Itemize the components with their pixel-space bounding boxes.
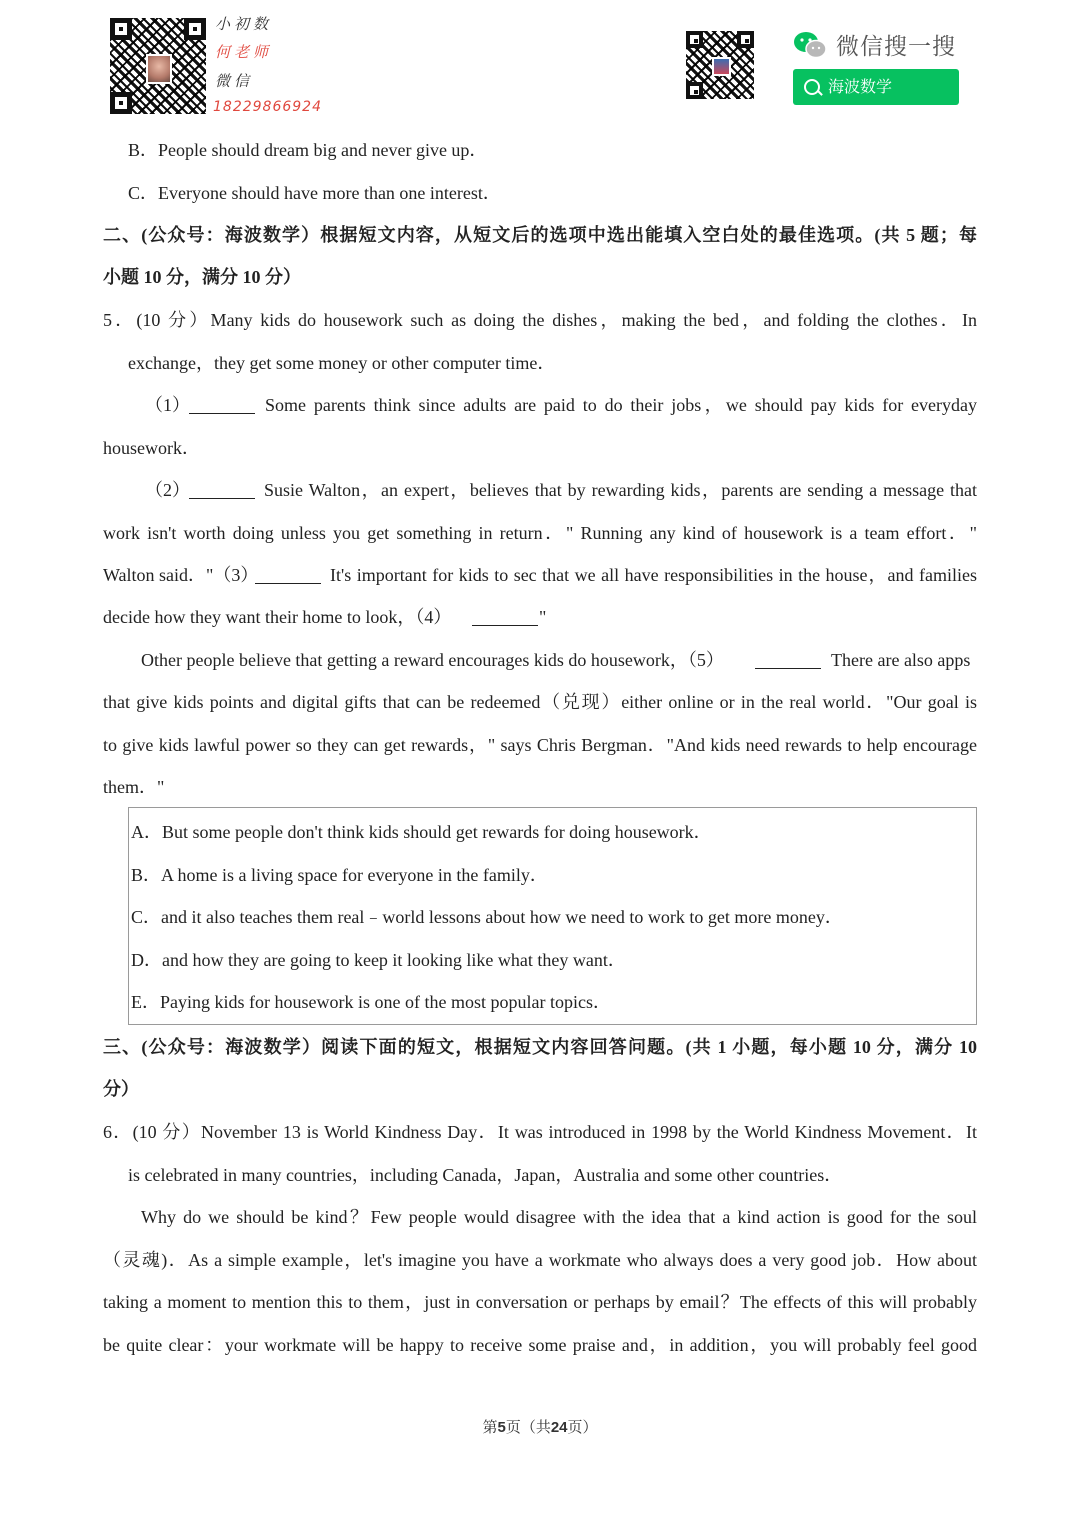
section-2-heading-cont: 小题 10 分，满分 10 分） — [103, 267, 301, 287]
footer-prefix: 第 — [482, 1420, 498, 1436]
wechat-search-label: 海波数学 — [828, 77, 893, 96]
section-3-heading: 三、(公众号：海波数学）阅读下面的短文，根据短文内容回答问题。(共 1 小题，每小题 10 分，满分 10 — [103, 1037, 977, 1057]
option-c-line: C．Everyone should have more than one interest． — [128, 183, 501, 203]
paragraph-2: Susie Walton，an expert，believes that by rewarding kids，parents are sending a message that — [264, 480, 977, 500]
blank-2-label: （2） — [145, 480, 190, 500]
qr-finder — [686, 82, 703, 99]
paragraph-2-line-3: It's important for kids to sec that we all have responsibilities in the house，and families — [330, 565, 977, 585]
handwritten-line-3: 微信 — [215, 72, 254, 90]
search-icon — [804, 79, 820, 95]
paragraph-3-end: There are also apps — [831, 650, 971, 670]
wechat-search-button[interactable] — [793, 69, 959, 105]
handwritten-line-1: 小初数 — [215, 15, 273, 33]
footer-total-pages: 24 — [550, 1419, 568, 1436]
phone-number: 18229866924 — [213, 99, 322, 115]
q6-line-5: taking a moment to mention this to them，just in conversation or perhaps by email？The effects of this will probably — [103, 1292, 977, 1312]
blank-1-label: （1） — [145, 395, 190, 415]
q6-line-4: （灵魂)．As a simple example，let's imagine you have a workmate who always does a very good job．How about — [103, 1250, 977, 1270]
footer-page-number: 5 — [497, 1419, 506, 1436]
blank-5[interactable] — [755, 650, 821, 669]
paragraph-2-line-3-pre: Walton said．"（3） — [103, 565, 259, 585]
q5-intro-cont: exchange，they get some money or other computer time． — [128, 353, 556, 373]
option-c[interactable]: C．and it also teaches them real﹣world lessons about how we need to work to get more money． — [131, 907, 843, 927]
blank-2[interactable] — [189, 480, 255, 499]
option-a[interactable]: A．But some people don't think kids should get rewards for doing housework． — [131, 822, 712, 842]
q6-line-2: is celebrated in many countries，including Canada，Japan，Australia and some other countries． — [128, 1165, 843, 1185]
wechat-icon — [793, 30, 827, 60]
paragraph-3-line-4: them．" — [103, 777, 165, 797]
option-d[interactable]: D．and how they are going to keep it looking like what they want． — [131, 950, 626, 970]
blank-3[interactable] — [255, 565, 321, 584]
section-3-heading-cont: 分） — [103, 1079, 139, 1099]
q6-line-3: Why do we should be kind？Few people would disagree with the idea that a kind action is good for the soul — [141, 1207, 977, 1227]
qr-finder — [184, 18, 206, 40]
option-b[interactable]: B．A home is a living space for everyone in the family． — [131, 865, 548, 885]
q6-line-6: be quite clear：your workmate will be happy to receive some praise and，in addition，you will probably feel good — [103, 1335, 977, 1355]
qr-code-right — [686, 31, 754, 99]
paragraph-3-line-2: that give kids points and digital gifts that can be redeemed（兑现）either online or in the real world．"Our goal is — [103, 692, 977, 712]
q5-intro: 5．(10 分）Many kids do housework such as doing the dishes，making the bed，and folding the clothes．In — [103, 310, 977, 330]
qr-finder — [110, 92, 132, 114]
qr-finder — [110, 18, 132, 40]
blank-4[interactable] — [472, 607, 538, 626]
paragraph-3: Other people believe that getting a reward encourages kids do housework，（5） — [141, 650, 724, 670]
avatar — [146, 54, 172, 84]
option-e[interactable]: E．Paying kids for housework is one of the most popular topics． — [131, 992, 611, 1012]
footer-middle: 页（共 — [505, 1420, 551, 1436]
page-footer — [0, 1416, 1080, 1437]
section-2-heading: 二、(公众号：海波数学）根据短文内容，从短文后的选项中选出能填入空白处的最佳选项。(共 5 题；每 — [103, 225, 977, 245]
paragraph-2-line-2: work isn't worth doing unless you get something in return．" Running any kind of housework is a team effort．" — [103, 523, 977, 543]
qr-finder — [686, 31, 703, 48]
paragraph-1: Some parents think since adults are paid to do their jobs，we should pay kids for everyday — [265, 395, 977, 415]
footer-suffix: 页） — [567, 1420, 598, 1436]
qr-finder — [737, 31, 754, 48]
closing-quote: " — [539, 607, 547, 627]
wechat-search-title: 微信搜一搜 — [836, 34, 956, 60]
paragraph-1-cont: housework． — [103, 438, 200, 458]
qr-code-left — [110, 18, 206, 114]
paragraph-2-line-4: decide how they want their home to look，（4） — [103, 607, 452, 627]
option-b-line: B．People should dream big and never give up． — [128, 140, 488, 160]
blank-1[interactable] — [189, 395, 255, 414]
paragraph-3-line-3: to give kids lawful power so they can get rewards，" says Chris Bergman．"And kids need rewards to help encourage — [103, 735, 977, 755]
qr-logo — [712, 57, 731, 76]
handwritten-line-2: 何老师 — [215, 43, 273, 61]
q6-line-1: 6．(10 分）November 13 is World Kindness Day．It was introduced in 1998 by the World Kindness Movement．It — [103, 1122, 977, 1142]
